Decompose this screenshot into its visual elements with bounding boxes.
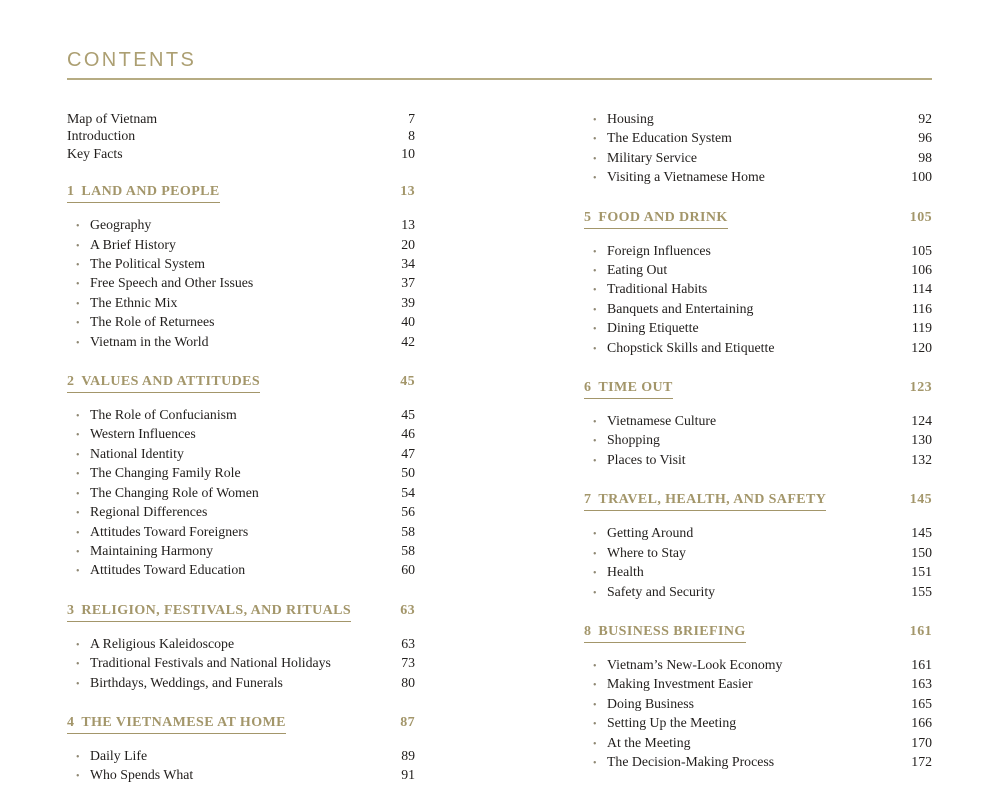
toc-entry[interactable] — [584, 129, 932, 148]
entry-label: A Brief History — [90, 236, 176, 252]
section-heading-text — [584, 379, 673, 399]
bullet-icon: • — [76, 240, 80, 252]
section-page-number: 13 — [400, 184, 415, 200]
entry-page-number: 170 — [911, 734, 932, 750]
section-page-number: 63 — [400, 602, 415, 618]
bullet-icon: • — [593, 417, 597, 429]
entry-label: Birthdays, Weddings, and Funerals — [90, 674, 283, 690]
toc-entry[interactable] — [584, 261, 932, 280]
bullet-icon: • — [76, 639, 80, 651]
section-number: 1 — [67, 184, 75, 200]
entry-label: Chopstick Skills and Etiquette — [607, 339, 775, 355]
toc-entry[interactable] — [584, 412, 932, 431]
entry-page-number: 155 — [911, 583, 932, 599]
entry-page-number: 130 — [911, 432, 932, 448]
entry-label: Introduction — [67, 128, 136, 144]
toc-entry[interactable] — [67, 503, 415, 522]
entry-label: Eating Out — [607, 262, 668, 278]
entry-page-number: 105 — [911, 242, 932, 258]
entry-page-number: 161 — [911, 656, 932, 672]
entry-page-number: 116 — [911, 300, 932, 316]
bullet-icon: • — [76, 659, 80, 671]
entry-label: Who Spends What — [90, 767, 194, 783]
toc-entry[interactable] — [584, 242, 932, 261]
bullet-icon: • — [76, 771, 80, 783]
bullet-icon: • — [593, 757, 597, 769]
entry-page-number: 89 — [401, 747, 415, 763]
section-number: 2 — [67, 374, 75, 390]
bullet-icon: • — [593, 680, 597, 692]
section-number: 8 — [584, 623, 592, 639]
bullet-icon: • — [76, 298, 80, 310]
section-number: 3 — [67, 602, 75, 618]
entry-label: Map of Vietnam — [67, 111, 158, 126]
entry-label: Getting Around — [607, 525, 694, 541]
entry-page-number: 106 — [911, 262, 932, 278]
toc-entry[interactable] — [584, 563, 932, 582]
toc-entry[interactable] — [584, 544, 932, 563]
entry-label: Dining Etiquette — [607, 320, 699, 336]
toc-entry[interactable] — [67, 145, 415, 162]
bullet-icon: • — [593, 529, 597, 541]
section-heading[interactable] — [584, 379, 932, 399]
entry-page-number: 91 — [401, 767, 415, 783]
section-title: TRAVEL, HEALTH, AND SAFETY — [598, 492, 827, 508]
toc-entry[interactable] — [67, 127, 415, 144]
bullet-icon: • — [593, 266, 597, 278]
section-page-number: 105 — [909, 209, 932, 225]
bullet-icon: • — [593, 246, 597, 258]
section-page-number: 87 — [400, 714, 415, 730]
entry-label: Attitudes Toward Education — [90, 562, 246, 578]
entry-page-number: 54 — [401, 484, 415, 500]
toc-entry[interactable] — [67, 333, 415, 352]
section-heading[interactable] — [584, 623, 932, 643]
entry-page-number: 119 — [911, 320, 932, 336]
entry-label: National Identity — [90, 445, 184, 461]
section-heading[interactable] — [584, 491, 932, 511]
bullet-icon: • — [593, 738, 597, 750]
section-heading-text — [584, 623, 746, 643]
section-heading-text — [584, 491, 826, 511]
bullet-icon: • — [76, 566, 80, 578]
entry-label: Western Influences — [90, 426, 196, 442]
toc-entry[interactable] — [67, 274, 415, 293]
toc-entry[interactable] — [584, 753, 932, 772]
page-title: CONTENTS — [67, 49, 197, 71]
entry-page-number: 34 — [401, 256, 415, 272]
toc-entry[interactable] — [584, 734, 932, 753]
section-title: LAND AND PEOPLE — [81, 184, 220, 200]
section-number: 4 — [67, 714, 75, 730]
bullet-icon: • — [593, 719, 597, 731]
toc-entry[interactable] — [67, 255, 415, 274]
entry-label: Where to Stay — [607, 544, 686, 560]
toc-entry[interactable] — [67, 766, 415, 785]
toc-entry[interactable] — [67, 445, 415, 464]
section-heading-text — [67, 373, 260, 393]
title-rule — [67, 78, 932, 80]
entry-label: Places to Visit — [607, 451, 686, 467]
toc-entry[interactable] — [67, 406, 415, 425]
entry-label: Safety and Security — [607, 583, 716, 599]
bullet-icon: • — [76, 678, 80, 690]
entry-label: Military Service — [607, 149, 698, 165]
section-title: BUSINESS BRIEFING — [598, 623, 746, 639]
entry-page-number: 42 — [401, 333, 415, 349]
toc-entry[interactable] — [67, 561, 415, 580]
bullet-icon: • — [593, 285, 597, 297]
entry-label: Free Speech and Other Issues — [90, 275, 254, 291]
toc-column-right — [584, 110, 932, 786]
entry-page-number: 45 — [401, 407, 415, 423]
entry-label: The Role of Returnees — [90, 314, 215, 330]
toc-entry[interactable] — [584, 524, 932, 543]
entry-label: Vietnam in the World — [90, 333, 209, 349]
toc-entry[interactable] — [584, 431, 932, 450]
entry-label: The Education System — [607, 130, 732, 146]
bullet-icon: • — [76, 221, 80, 233]
toc-entry[interactable] — [584, 149, 932, 168]
section-page-number: 45 — [400, 374, 415, 390]
toc-entry[interactable] — [584, 714, 932, 733]
bullet-icon: • — [593, 455, 597, 467]
entry-label: Maintaining Harmony — [90, 542, 213, 558]
entry-label: Vietnamese Culture — [607, 413, 717, 429]
section-title: RELIGION, FESTIVALS, AND RITUALS — [81, 602, 352, 618]
toc-entry[interactable] — [67, 216, 415, 235]
bullet-icon: • — [593, 568, 597, 580]
entry-label: Traditional Habits — [607, 281, 708, 297]
toc-entry[interactable] — [584, 168, 932, 187]
bullet-icon: • — [76, 546, 80, 558]
entry-page-number: 120 — [911, 339, 932, 355]
entry-page-number: 47 — [401, 445, 415, 461]
entry-page-number: 58 — [401, 542, 415, 558]
bullet-icon: • — [76, 337, 80, 349]
entry-page-number: 165 — [911, 695, 932, 711]
bullet-icon: • — [76, 411, 80, 423]
entry-page-number: 163 — [911, 676, 932, 692]
entry-page-number: 132 — [911, 451, 932, 467]
toc-entry[interactable] — [584, 656, 932, 675]
entry-page-number: 58 — [401, 523, 415, 539]
toc-entry[interactable] — [67, 654, 415, 673]
entry-label: Banquets and Entertaining — [607, 300, 754, 316]
entry-page-number: 98 — [918, 149, 932, 165]
toc-entry[interactable] — [584, 695, 932, 714]
entry-page-number: 40 — [401, 314, 415, 330]
toc-entry[interactable] — [584, 300, 932, 319]
entry-page-number: 39 — [401, 294, 415, 310]
entry-page-number: 20 — [401, 236, 415, 252]
entry-label: Traditional Festivals and National Holidays — [90, 655, 331, 671]
toc-entry[interactable] — [67, 313, 415, 332]
toc-entry[interactable] — [584, 280, 932, 299]
section-heading-text — [67, 183, 220, 203]
entry-label: The Political System — [90, 256, 205, 272]
entry-label: Setting Up the Meeting — [607, 715, 737, 731]
entry-label: The Ethnic Mix — [90, 294, 178, 310]
section-heading[interactable] — [67, 183, 415, 203]
entry-label: Making Investment Easier — [607, 676, 753, 692]
toc-entry[interactable] — [584, 583, 932, 602]
bullet-icon: • — [593, 587, 597, 599]
entry-label: Vietnam’s New-Look Economy — [607, 656, 783, 672]
entry-page-number: 92 — [918, 111, 932, 126]
bullet-icon: • — [76, 279, 80, 291]
toc-entry[interactable] — [67, 542, 415, 561]
section-title: VALUES AND ATTITUDES — [81, 374, 261, 390]
bullet-icon: • — [76, 527, 80, 539]
toc-entry[interactable] — [67, 747, 415, 766]
entry-page-number: 96 — [918, 130, 932, 146]
entry-page-number: 50 — [401, 465, 415, 481]
entry-page-number: 37 — [401, 275, 415, 291]
entry-page-number: 100 — [911, 169, 932, 185]
bullet-icon: • — [76, 488, 80, 500]
bullet-icon: • — [76, 449, 80, 461]
toc-entry[interactable] — [584, 110, 932, 129]
entry-page-number: 80 — [401, 674, 415, 690]
entry-label: The Changing Family Role — [90, 465, 241, 481]
section-title: FOOD AND DRINK — [598, 209, 728, 225]
toc-entry[interactable] — [67, 674, 415, 693]
entry-page-number: 114 — [911, 281, 932, 297]
bullet-icon: • — [593, 153, 597, 165]
entry-label: Housing — [607, 111, 654, 126]
toc-entry[interactable] — [67, 523, 415, 542]
bullet-icon: • — [593, 324, 597, 336]
toc-entry[interactable] — [67, 464, 415, 483]
bullet-icon: • — [76, 318, 80, 330]
entry-label: Visiting a Vietnamese Home — [607, 169, 765, 185]
section-heading[interactable] — [67, 373, 415, 393]
entry-label: Health — [607, 564, 644, 580]
section-heading[interactable] — [67, 602, 415, 622]
bullet-icon: • — [593, 699, 597, 711]
entry-label: Attitudes Toward Foreigners — [90, 523, 249, 539]
section-title: THE VIETNAMESE AT HOME — [81, 714, 286, 730]
toc-entry[interactable] — [67, 425, 415, 444]
section-title: TIME OUT — [598, 380, 673, 396]
entry-label: Geography — [90, 217, 152, 233]
bullet-icon: • — [593, 343, 597, 355]
bullet-icon: • — [76, 430, 80, 442]
section-heading[interactable] — [67, 714, 415, 734]
entry-label: Foreign Influences — [607, 242, 711, 258]
entry-label: Regional Differences — [90, 504, 208, 520]
entry-page-number: 145 — [911, 525, 932, 541]
toc-entry[interactable] — [67, 110, 415, 127]
entry-page-number: 166 — [911, 715, 932, 731]
entry-page-number: 60 — [401, 562, 415, 578]
entry-page-number: 150 — [911, 544, 932, 560]
bullet-icon: • — [593, 134, 597, 146]
bullet-icon: • — [76, 260, 80, 272]
entry-page-number: 151 — [911, 564, 932, 580]
section-page-number: 161 — [909, 623, 932, 639]
bullet-icon: • — [76, 751, 80, 763]
toc-entry[interactable] — [584, 675, 932, 694]
bullet-icon: • — [593, 115, 597, 126]
bullet-icon: • — [76, 469, 80, 481]
entry-label: Key Facts — [67, 145, 123, 161]
entry-page-number: 13 — [401, 217, 415, 233]
section-number: 5 — [584, 209, 592, 225]
toc-entry[interactable] — [67, 484, 415, 503]
entry-page-number: 73 — [401, 655, 415, 671]
entry-page-number: 46 — [401, 426, 415, 442]
section-number: 7 — [584, 492, 592, 508]
bullet-icon: • — [76, 508, 80, 520]
entry-label: A Religious Kaleidoscope — [90, 635, 235, 651]
entry-label: The Decision-Making Process — [607, 753, 775, 769]
toc-entry[interactable] — [67, 236, 415, 255]
toc-entry[interactable] — [584, 339, 932, 358]
entry-page-number: 10 — [401, 145, 415, 161]
section-page-number: 123 — [909, 380, 932, 396]
toc-entry[interactable] — [67, 294, 415, 313]
entry-page-number: 124 — [911, 413, 932, 429]
toc-columns — [67, 110, 932, 786]
entry-page-number: 8 — [408, 128, 415, 144]
entry-label: Doing Business — [607, 695, 695, 711]
toc-entry[interactable] — [67, 635, 415, 654]
toc-entry[interactable] — [584, 451, 932, 470]
section-heading[interactable] — [584, 209, 932, 229]
entry-label: The Changing Role of Women — [90, 484, 259, 500]
entry-label: Daily Life — [90, 747, 148, 763]
section-number: 6 — [584, 380, 592, 396]
entry-page-number: 7 — [408, 111, 415, 126]
entry-page-number: 63 — [401, 635, 415, 651]
section-heading-text — [67, 714, 286, 734]
bullet-icon: • — [593, 436, 597, 448]
entry-label: Shopping — [607, 432, 660, 448]
bullet-icon: • — [593, 548, 597, 560]
bullet-icon: • — [593, 304, 597, 316]
bullet-icon: • — [593, 173, 597, 185]
toc-entry[interactable] — [584, 319, 932, 338]
entry-label: The Role of Confucianism — [90, 407, 237, 423]
section-heading-text — [584, 209, 728, 229]
section-heading-text — [67, 602, 351, 622]
bullet-icon: • — [593, 660, 597, 672]
entry-label: At the Meeting — [607, 734, 691, 750]
entry-page-number: 172 — [911, 753, 932, 769]
entry-page-number: 56 — [401, 504, 415, 520]
toc-column-left — [67, 110, 415, 786]
section-page-number: 145 — [909, 492, 932, 508]
